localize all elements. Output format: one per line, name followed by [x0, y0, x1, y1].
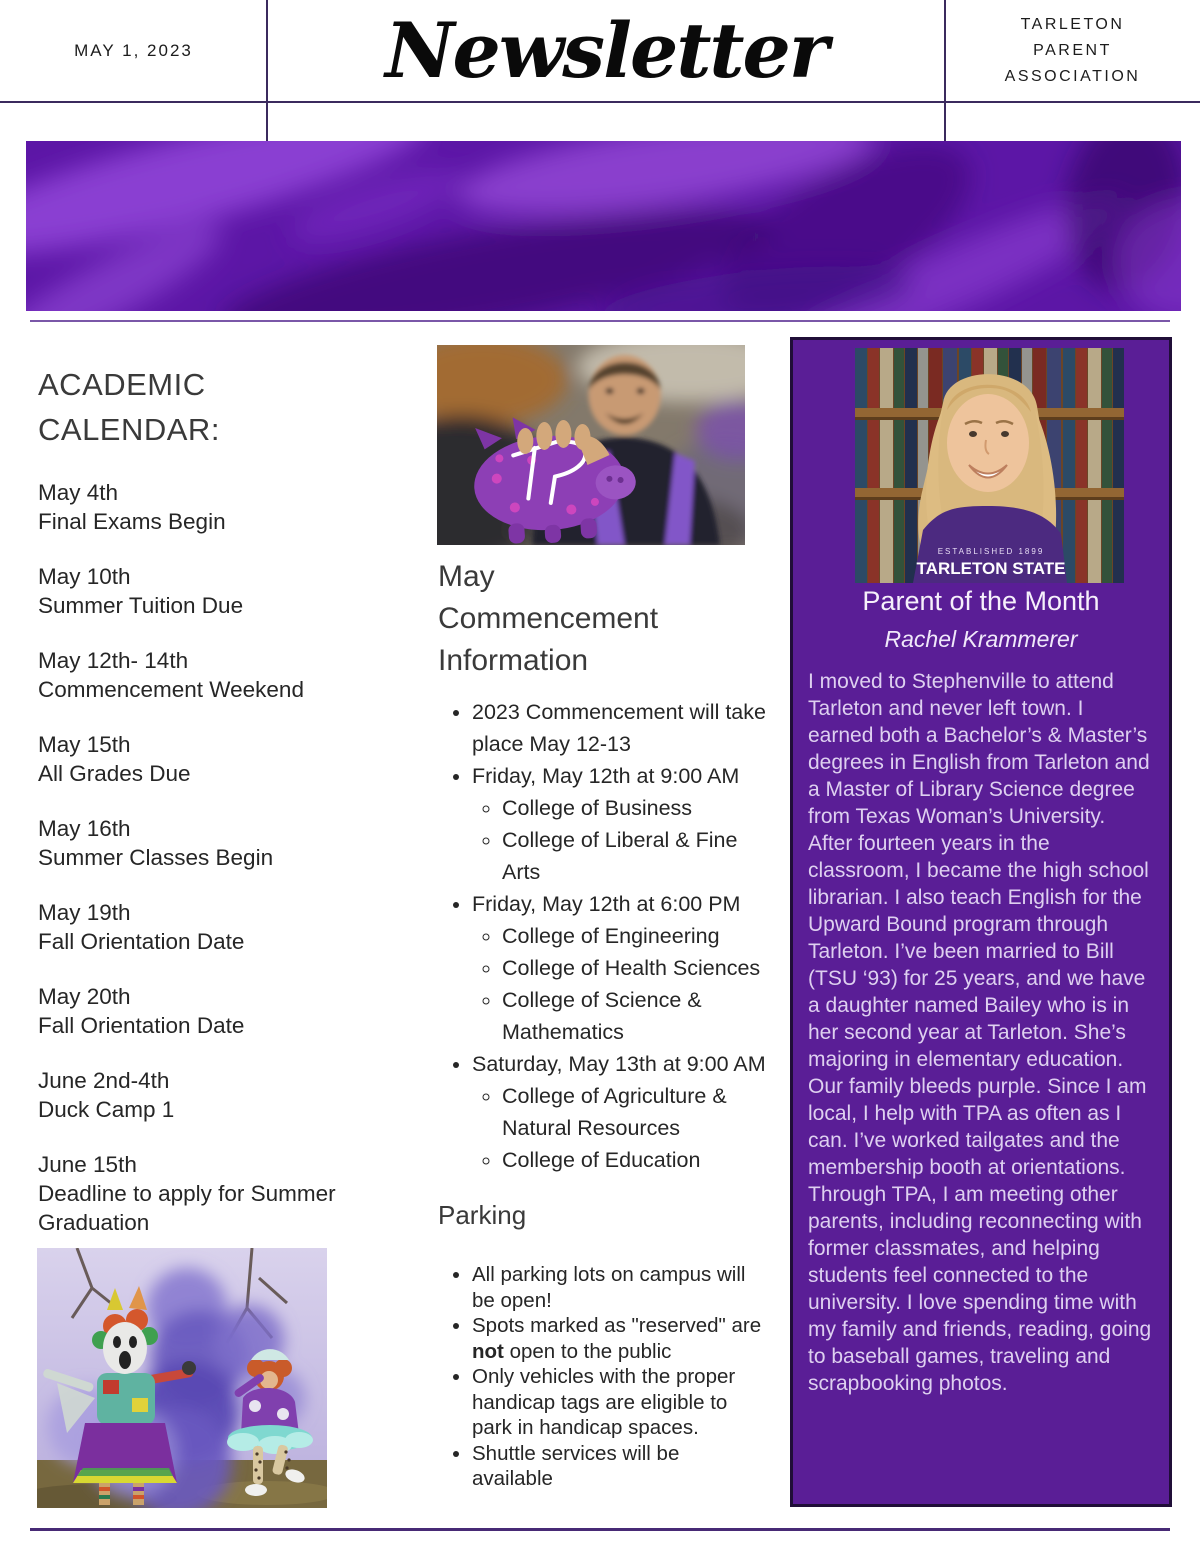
bullet-text: College of Engineering	[502, 924, 720, 948]
event-date: May 15th	[38, 732, 131, 757]
commencement-list	[438, 688, 772, 1176]
bullet-text: Saturday, May 13th at 9:00 AM	[472, 1052, 766, 1076]
bullet-text: College of Agriculture & Natural Resources	[502, 1084, 727, 1140]
header-divider-left	[266, 0, 268, 141]
bullet-text: College of Liberal & Fine Arts	[502, 828, 738, 884]
bullet-item	[472, 888, 772, 1048]
bullet-item	[472, 1441, 762, 1492]
sub-bullet-item	[502, 792, 772, 824]
calendar-event	[38, 814, 368, 872]
bullet-text: 2023 Commencement will take place May 12-13	[472, 700, 766, 756]
header-rule	[0, 101, 1200, 103]
parent-bio: I moved to Stephenville to attend Tarleton and never left town. I earned both a Bachelor’s & Master’s degrees in English from Tarleton and a Master of Library Science degree from Texas Woman’s University. After fourteen years in the classroom, I became the high school librarian. I also teach English for the Upward Bound program through Tarleton. I’ve been married to Bill (TSU ‘93) for 25 years, and we have a daughter named Bailey who is in her second year at Tarleton. She’s majoring in elementary education. Our family bleeds purple. Since I am local, I help with TPA as often as I can. I’ve worked tailgates and the membership booth at orientations. Through TPA, I am meeting other parents, including reconnecting with former classmates, and helping students feel connected to the university. I love spending time with my family and friends, reading, going to baseball games, traveling and scrapbooking photos.	[808, 670, 1152, 1395]
bullet-text: Only vehicles with the proper handicap tags are eligible to park in handicap spaces.	[472, 1365, 736, 1439]
calendar-event	[38, 646, 368, 704]
parking-list	[438, 1254, 762, 1492]
commencement-heading: May Commencement Information	[438, 560, 659, 677]
academic-calendar-section	[38, 362, 368, 1263]
sub-list	[472, 1080, 772, 1176]
event-date: May 16th	[38, 816, 131, 841]
bullet-text-bold: not	[472, 1339, 504, 1363]
issue-date: MAY 1, 2023	[74, 40, 193, 60]
event-desc: Summer Tuition Due	[38, 593, 244, 618]
event-date: May 20th	[38, 984, 131, 1009]
sub-bullet-item	[502, 824, 772, 888]
bullet-text: College of Education	[502, 1148, 701, 1172]
org-line-1: TARLETON	[1020, 15, 1125, 33]
bullet-text: College of Business	[502, 796, 693, 820]
event-desc: Fall Orientation Date	[38, 1013, 245, 1038]
parent-photo	[855, 348, 1124, 583]
bullet-text: All parking lots on campus will be open!	[472, 1263, 746, 1312]
bullet-text: Friday, May 12th at 6:00 PM	[472, 892, 741, 916]
event-desc: Commencement Weekend	[38, 677, 304, 702]
bullet-text: College of Health Sciences	[502, 956, 761, 980]
calendar-event	[38, 478, 368, 536]
org-line-3: ASSOCIATION	[1004, 67, 1141, 85]
event-desc: Summer Classes Begin	[38, 845, 274, 870]
calendar-event	[38, 562, 368, 620]
event-date: May 4th	[38, 480, 119, 505]
parent-heading: Parent of the Month	[862, 586, 1100, 616]
calendar-event	[38, 1150, 368, 1237]
calendar-event	[38, 730, 368, 788]
bullet-text: Shuttle services will be available	[472, 1441, 680, 1490]
org-name	[945, 0, 1200, 101]
bullet-text: College of Science & Mathematics	[502, 988, 702, 1044]
bullet-item	[472, 760, 772, 888]
celebration-photo	[37, 1248, 327, 1508]
calendar-event	[38, 982, 368, 1040]
sub-list	[472, 920, 772, 1048]
bullet-item	[472, 1262, 762, 1313]
newsletter-title: Newsletter	[385, 6, 827, 95]
parent-of-month-panel	[790, 337, 1172, 1507]
event-date: May 10th	[38, 564, 131, 589]
footer-rule	[30, 1528, 1170, 1531]
bullet-text: Spots marked as "reserved" are	[472, 1314, 762, 1337]
bullet-text: open to the public	[503, 1339, 672, 1363]
org-line-2: PARENT	[1033, 41, 1112, 59]
event-desc: Fall Orientation Date	[38, 929, 245, 954]
academic-calendar-heading: ACADEMIC CALENDAR:	[38, 367, 220, 447]
commencement-photo	[437, 345, 745, 545]
event-desc: All Grades Due	[38, 761, 191, 786]
calendar-event	[38, 898, 368, 956]
calendar-event	[38, 1066, 368, 1124]
banner-rule	[30, 320, 1170, 322]
bullet-item	[472, 1364, 762, 1441]
event-desc: Deadline to apply for Summer Graduation	[38, 1181, 336, 1235]
svg-text:TARLETON STATE: TARLETON STATE	[916, 559, 1066, 578]
bullet-item	[472, 1048, 772, 1176]
sub-bullet-item	[502, 1144, 772, 1176]
header-divider-right	[944, 0, 946, 141]
bullet-item	[472, 696, 772, 760]
sub-bullet-item	[502, 920, 772, 952]
event-desc: Final Exams Begin	[38, 509, 226, 534]
sub-list	[472, 792, 772, 888]
sub-bullet-item	[502, 952, 772, 984]
svg-text:ESTABLISHED 1899: ESTABLISHED 1899	[937, 547, 1045, 556]
sub-bullet-item	[502, 984, 772, 1048]
parking-heading: Parking	[438, 1200, 527, 1230]
event-date: June 15th	[38, 1152, 137, 1177]
bullet-text: Friday, May 12th at 9:00 AM	[472, 764, 740, 788]
bullet-item	[472, 1313, 762, 1364]
sub-bullet-item	[502, 1080, 772, 1144]
event-date: May 12th- 14th	[38, 648, 189, 673]
parent-name: Rachel Krammerer	[884, 626, 1078, 652]
event-date: May 19th	[38, 900, 131, 925]
event-desc: Duck Camp 1	[38, 1097, 175, 1122]
satin-banner-image	[26, 141, 1181, 311]
event-date: June 2nd-4th	[38, 1068, 170, 1093]
